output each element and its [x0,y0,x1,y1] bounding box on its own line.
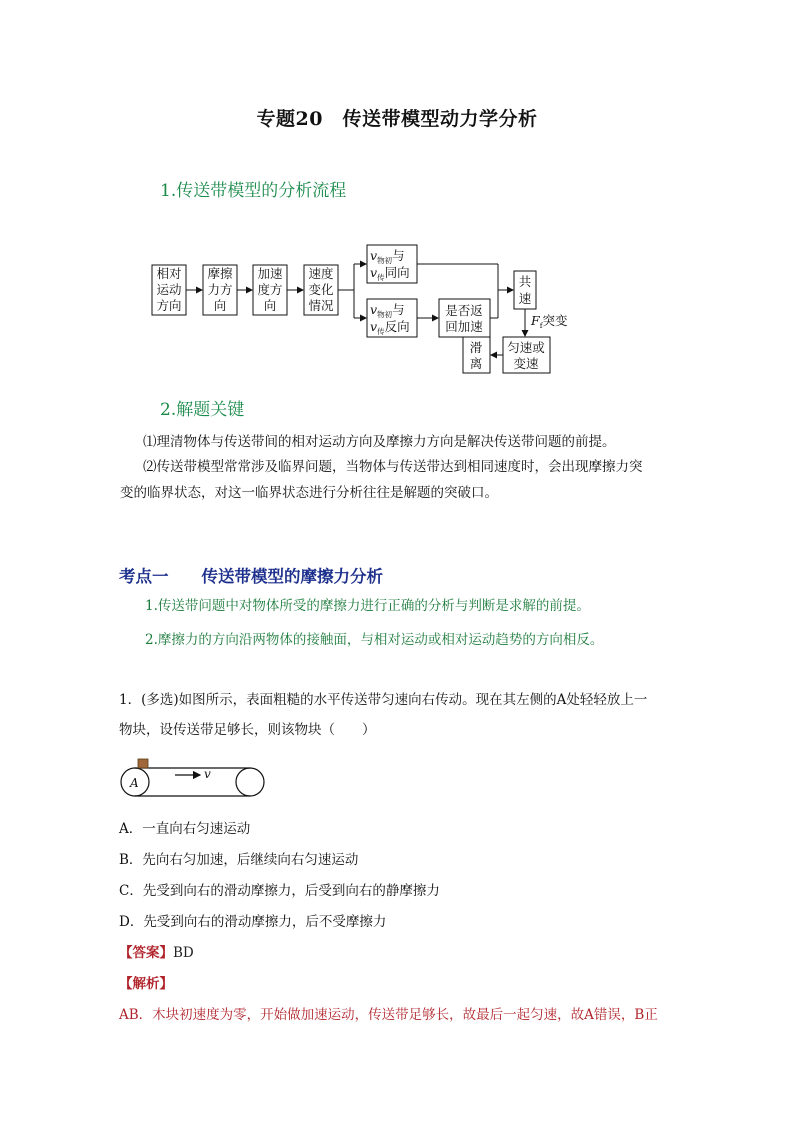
box5-tail1: 与 [392,248,405,263]
option-d: D．先受到向右的滑动摩擦力，后不受摩擦力 [119,914,387,930]
svg-text:v传反向 [370,319,410,336]
svg-text:共 [519,274,532,289]
f-label-var: F [531,313,540,328]
question-line-2: 物块，设传送带足够长，则该物块（ ） [119,722,376,738]
svg-text:加速 [257,266,283,281]
svg-text:是否返 [445,303,483,318]
conveyor-belt-figure [118,758,268,802]
box3-line2: 度方 [257,282,283,297]
key-point-2-line1: ⑵传送带模型常常涉及临界问题，当物体与传送带达到相同速度时，会出现摩擦力突 [143,459,643,475]
box4-line2: 变化 [308,282,334,297]
svg-text:摩擦 [207,266,233,281]
f-label-sub: f [539,321,543,330]
box10-line1: 滑 [469,340,483,355]
box6-sub2: 传 [377,327,385,336]
box6-tail2: 反向 [384,319,410,334]
box9-line2: 变速 [513,356,539,371]
box2-line3: 向 [213,298,227,313]
analysis-label: 【解析】 [119,976,173,992]
svg-text:度方 [257,282,282,297]
question-line-1: 1．(多选)如图所示，表面粗糙的水平传送带匀速向右传动。现在其左侧的A处轻轻放上一 [119,692,648,708]
label-v: v [204,767,211,781]
box5-sub2: 传 [377,273,385,282]
key-point-2-line2: 变的临界状态，对这一临界状态进行分析往往是解题的突破口。 [120,485,498,501]
block [138,759,148,768]
box1-line2: 运动 [156,282,182,297]
box2-line1: 摩擦 [207,266,233,281]
svg-text:变速 [513,356,539,371]
answer-value: BD [173,945,194,961]
box6-var1: v [370,302,378,317]
svg-text:离 [470,356,483,371]
svg-text:速度 [308,266,334,281]
box8-line1: 共 [518,274,532,289]
svg-text:向 [264,298,277,313]
topic-point-2: 2.摩擦力的方向沿两物体的接触面，与相对运动或相对运动趋势的方向相反。 [145,632,604,648]
box3-line1: 加速 [257,266,283,281]
section-heading-analysis-flow: 1.传送带模型的分析流程 [160,181,347,201]
topic-point-1: 1.传送带问题中对物体所受的摩擦力进行正确的分析与判断是求解的前提。 [145,598,590,614]
analysis-flowchart [140,232,590,380]
analysis-text: AB．木块初速度为零，开始做加速运动，传送带足够长，故最后一起匀速，故A错误，B正 [119,1007,658,1023]
box6-var2: v [370,319,378,334]
svg-text:Ff突变 [530,313,568,330]
answer-row [119,941,194,961]
svg-text:速 [519,291,532,306]
box4-line3: 情况 [308,298,334,313]
box7-line1: 是否返 [445,303,483,318]
page-title: 专题20 传送带模型动力学分析 [256,108,538,130]
label-a: A [130,776,139,790]
svg-text:方向 [156,298,181,313]
key-point-1: ⑴理清物体与传送带间的相对运动方向及摩擦力方向是解决传送带问题的前提。 [143,434,616,450]
box9-line1: 匀速或 [507,340,545,355]
box6-tail1: 与 [392,302,405,317]
box4-line1: 速度 [308,266,334,281]
box6-sub1: 物初 [377,310,393,319]
svg-text:回加速 [445,319,483,334]
option-a: A．一直向右匀速运动 [119,821,251,837]
box1-line1: 相对 [156,266,182,281]
svg-text:相对 [156,266,181,281]
box5-var1: v [370,248,378,263]
svg-text:变化 [308,282,334,297]
svg-text:力方 [207,282,232,297]
box5-var2: v [370,265,378,280]
section-heading-key-points: 2.解题关键 [160,400,245,420]
box5-sub1: 物初 [377,256,393,265]
right-pulley [236,768,264,796]
box2-line2: 力方 [207,282,233,297]
svg-text:向 [214,298,227,313]
topic-heading: 考点一 传送带模型的摩擦力分析 [119,567,383,586]
svg-text:匀速或 [507,340,545,355]
box7-line2: 回加速 [445,319,483,334]
box5-tail2: 同向 [384,265,410,280]
box8-line2: 速 [518,291,532,306]
svg-text:滑 [470,340,483,355]
f-label-tail: 突变 [542,313,568,328]
option-c: C．先受到向右的滑动摩擦力，后受到向右的静摩擦力 [119,883,440,899]
option-b: B．先向右匀加速，后继续向右匀速运动 [119,852,359,868]
box10-line2: 离 [469,356,483,371]
box3-line3: 向 [263,298,277,313]
svg-text:情况 [308,298,334,313]
svg-text:v传同向 [370,265,410,282]
svg-text:运动 [156,282,182,297]
box1-line3: 方向 [156,298,182,313]
answer-label: 【答案】 [119,945,173,961]
